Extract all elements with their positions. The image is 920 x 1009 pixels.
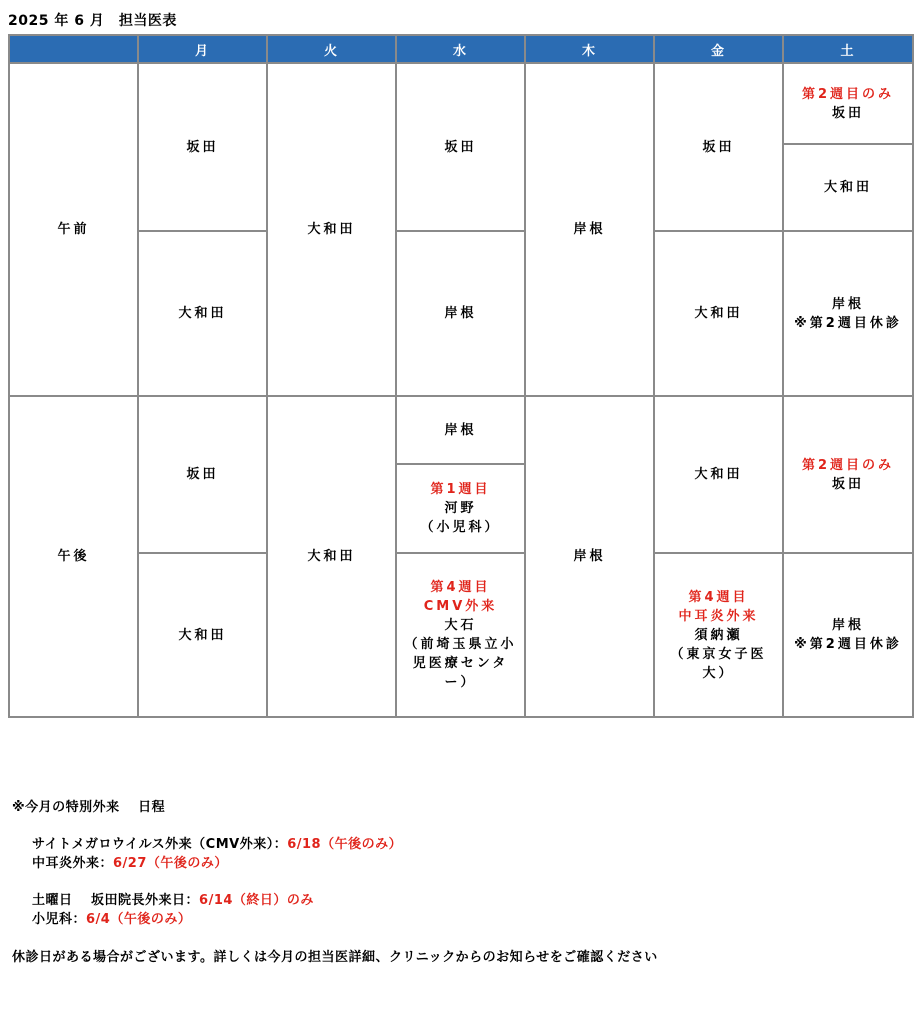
pm-wed-1: 岸根 (396, 396, 525, 464)
pm-wed-2 (396, 464, 525, 553)
note-saturday-value: 6/14（終日）のみ (199, 893, 314, 908)
am-sat-3 (783, 231, 913, 396)
header-thu: 木 (525, 35, 654, 63)
pm-wed-2-sub: （小児科） (420, 520, 501, 535)
am-fri-1: 坂田 (654, 63, 783, 231)
pm-sat-2-doctor: 岸根 (831, 618, 864, 633)
header-fri: 金 (654, 35, 783, 63)
schedule-table (8, 34, 914, 718)
header-tue: 火 (267, 35, 396, 63)
note-saturday-label: 土曜日 坂田院長外来日： (32, 893, 200, 908)
am-tue: 大和田 (267, 63, 396, 396)
note-pediatric-label: 小児科： (32, 912, 87, 927)
pm-fri-1: 大和田 (654, 396, 783, 553)
pm-sat-1 (783, 396, 913, 553)
pm-fri-2-note2: 中耳炎外来 (678, 608, 759, 624)
header-corner (9, 35, 138, 63)
header-row (9, 35, 913, 63)
notes-heading: ※今月の特別外来 日程 (12, 800, 166, 815)
pm-fri-2-sub: （東京女子医大） (670, 646, 767, 681)
pm-tue: 大和田 (267, 396, 396, 717)
am-sat-1-note: 第2週目のみ (801, 86, 895, 102)
pm-sat-2 (783, 553, 913, 717)
note-otitis-value: 6/27（午後のみ） (113, 856, 228, 871)
page-title: 2025 年 6 月 担当医表 (8, 13, 177, 29)
pm-mon-1: 坂田 (138, 396, 267, 553)
note-saturday (12, 891, 402, 910)
am-fri-2: 大和田 (654, 231, 783, 396)
pm-sat-1-note: 第2週目のみ (801, 457, 895, 473)
header-mon: 月 (138, 35, 267, 63)
am-mon-1: 坂田 (138, 63, 267, 231)
pm-wed-3-note1: 第4週目 (430, 580, 491, 595)
note-otitis (12, 854, 402, 873)
pm-wed-3-sub: （前埼玉県立小児医療センター） (404, 637, 517, 690)
am-wed-2: 岸根 (396, 231, 525, 396)
note-pediatric-value: 6/4（午後のみ） (86, 912, 192, 927)
am-sat-1 (783, 63, 913, 144)
pm-mon-2: 大和田 (138, 553, 267, 717)
pm-sat-1-doctor: 坂田 (831, 476, 864, 492)
am-mon-2: 大和田 (138, 231, 267, 396)
special-clinic-notes (12, 798, 402, 929)
am-sat-3-note: ※第2週目休診 (794, 315, 902, 331)
pm-fri-2 (654, 553, 783, 717)
note-cmv-label: サイトメガロウイルス外来（CMV外来）： (32, 837, 288, 852)
pm-wed-3-doctor: 大石 (444, 618, 477, 633)
period-am: 午前 (9, 63, 138, 396)
note-cmv (12, 835, 402, 854)
am-sat-1-doctor: 坂田 (831, 105, 864, 121)
pm-wed-2-doctor: 河野 (444, 501, 477, 516)
footer-notice: 休診日がある場合がございます。詳しくは今月の担当医詳細、クリニックからのお知らせをご確認ください (12, 950, 658, 965)
pm-fri-2-note1: 第4週目 (688, 589, 749, 605)
am-sat-3-doctor: 岸根 (831, 296, 864, 312)
note-otitis-label: 中耳炎外来： (32, 856, 114, 871)
pm-wed-2-note: 第1週目 (430, 482, 491, 497)
note-cmv-value: 6/18（午後のみ） (287, 837, 403, 852)
am-thu: 岸根 (525, 63, 654, 396)
period-pm: 午後 (9, 396, 138, 717)
header-sat: 土 (783, 35, 913, 63)
am-sat-2: 大和田 (783, 144, 913, 231)
pm-fri-2-doctor: 須納瀬 (694, 627, 743, 643)
pm-wed-3-note2: CMV外来 (423, 599, 498, 614)
pm-thu: 岸根 (525, 396, 654, 717)
am-wed-1: 坂田 (396, 63, 525, 231)
pm-wed-3 (396, 553, 525, 717)
note-pediatric (12, 910, 402, 929)
pm-sat-2-note: ※第2週目休診 (794, 637, 902, 652)
header-wed: 水 (396, 35, 525, 63)
